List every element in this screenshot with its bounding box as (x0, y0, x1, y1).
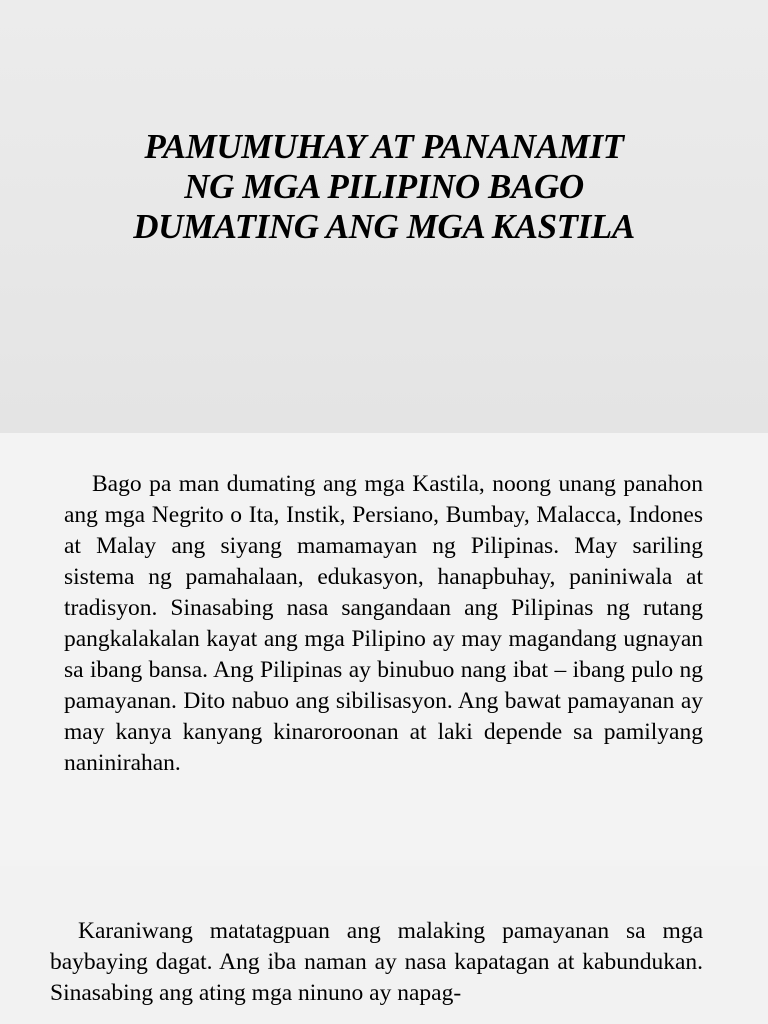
paragraph-2: Karaniwang matatagpuan ang malaking pamayanan sa mga baybaying dagat. Ang iba naman ay nasa kapatagan at kabundukan. Sinasabing ang ating mga ninuno ay napag- (50, 918, 703, 1006)
title-line-2: NG MGA PILIPINO BAGO (184, 167, 584, 206)
paragraph-1: Bago pa man dumating ang mga Kastila, noong unang panahon ang mga Negrito o Ita, Instik, Persiano, Bumbay, Malacca, Indones at Malay ang siyang mamamayan ng Pilipinas. May sariling sistema ng pamahalaan, edukasyon, hanapbuhay, paniniwala at tradisyon. Sinasabing nasa sangandaan ang Pilipinas ng rutang pangkalakalan kayat ang mga Pilipino ay may magandang ugnayan sa ibang bansa. Ang Pilipinas ay binubuo nang ibat – ibang pulo ng pamayanan. Dito nabuo ang sibilisasyon. Ang bawat pamayanan ay may kanya kanyang kinaroroonan at laki depende sa pamilyang naninirahan. (64, 471, 703, 776)
title-line-3: DUMATING ANG MGA KASTILA (133, 207, 635, 246)
text-slide-1 (0, 433, 768, 866)
page-title (60, 127, 708, 247)
text-slide-2 (0, 866, 768, 1024)
title-line-1: PAMUMUHAY AT PANANAMIT (144, 127, 624, 166)
title-slide (0, 0, 768, 433)
